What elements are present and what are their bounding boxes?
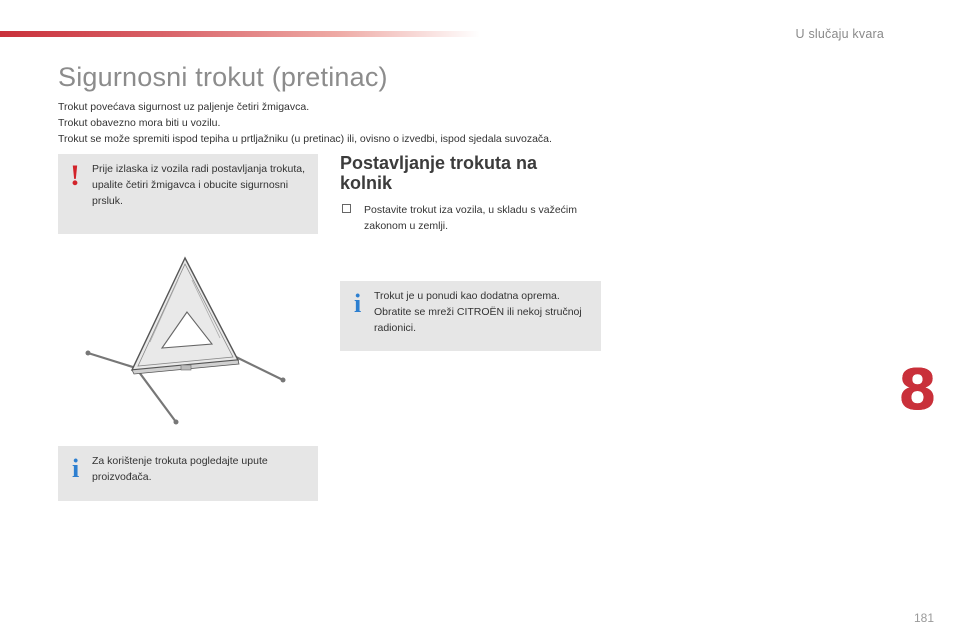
header-accent-bar (0, 31, 480, 37)
info-icon: i (72, 454, 80, 483)
placement-step-text: Postavite trokut iza vozila, u skladu s važećim zakonom u zemlji. (364, 204, 578, 232)
page-number: 181 (914, 611, 935, 625)
chapter-number: 8 (898, 358, 937, 423)
accessory-info-text: Trokut je u ponudi kao dodatna oprema. Obratite se mreži CITROËN ili nekoj stručnoj radionici. (374, 290, 582, 334)
intro-line: Trokut se može spremiti ispod tepiha u prtljažniku (u pretinac) ili, ovisno o izvedbi, ispod sjedala suvozača. (58, 133, 552, 145)
intro-text (58, 99, 678, 147)
section-header: U slučaju kvara (795, 27, 884, 41)
warning-triangle-illustration (78, 250, 293, 430)
info-icon: i (354, 289, 362, 318)
page-title: Sigurnosni trokut (pretinac) (58, 62, 388, 92)
intro-line: Trokut obavezno mora biti u vozilu. (58, 117, 221, 129)
intro-line: Trokut povećava sigurnost uz paljenje četiri žmigavca. (58, 101, 310, 113)
warning-triangle-icon (78, 250, 293, 425)
placement-step (342, 202, 582, 234)
checkbox-bullet-icon (342, 204, 351, 213)
warning-icon: ! (70, 159, 80, 192)
warning-box (58, 154, 318, 234)
warning-text: Prije izlaska iz vozila radi postavljanja trokuta, upalite četiri žmigavca i obucite sigurnosni prsluk. (92, 163, 306, 207)
accessory-info-box (340, 281, 601, 351)
usage-info-box (58, 446, 318, 501)
usage-info-text: Za korištenje trokuta pogledajte upute proizvođača. (92, 455, 268, 483)
placement-title: Postavljanje trokuta na kolnik (340, 153, 538, 193)
